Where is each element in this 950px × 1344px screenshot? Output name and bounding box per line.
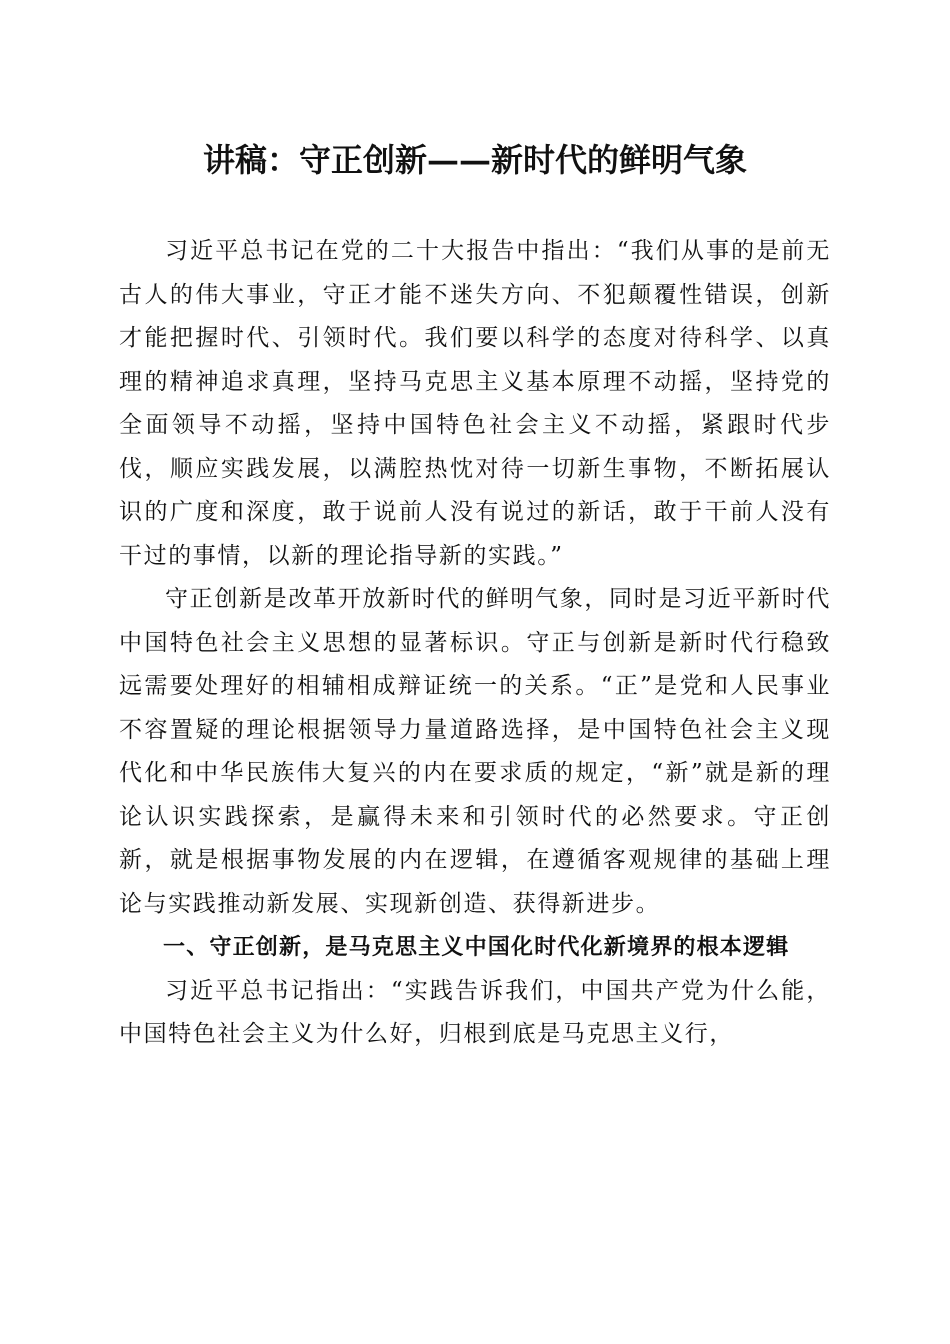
section-paragraph: 习近平总书记指出：“实践告诉我们，中国共产党为什么能，中国特色社会主义为什么好，归根到底是马克思主义行， xyxy=(119,977,831,1047)
body-paragraph: 习近平总书记在党的二十大报告中指出：“我们从事的是前无古人的伟大事业，守正才能不迷失方向、不犯颠覆性错误，创新才能把握时代、引领时代。我们要以科学的态度对待科学、以真理的精神追求真理，坚持马克思主义基本原理不动摇，坚持党的全面领导不动摇，坚持中国特色社会主义不动摇，紧跟时代步伐，顺应实践发展，以满腔热忱对待一切新生事物，不断拓展认识的广度和深度，敢于说前人没有说过的新话，敢于干前人没有干过的事情，以新的理论指导新的实践。” xyxy=(119,238,831,569)
document-title: 讲稿：守正创新——新时代的鲜明气象 xyxy=(202,141,747,179)
document-body xyxy=(119,230,831,1057)
body-paragraph: 守正创新是改革开放新时代的鲜明气象，同时是习近平新时代中国特色社会主义思想的显著标识。守正与创新是新时代行稳致远需要处理好的相辅相成辩证统一的关系。“正”是党和人民事业不容置疑的理论根据领导力量道路选择，是中国特色社会主义现代化和中华民族伟大复兴的内在要求质的规定，“新”就是新的理论认识实践探索，是赢得未来和引领时代的必然要求。守正创新，就是根据事物发展的内在逻辑，在遵循客观规律的基础上理论与实践推动新发展、实现新创造、获得新进步。 xyxy=(119,586,831,917)
section-heading: 一、守正创新，是马克思主义中国化时代化新境界的根本逻辑 xyxy=(163,935,790,960)
